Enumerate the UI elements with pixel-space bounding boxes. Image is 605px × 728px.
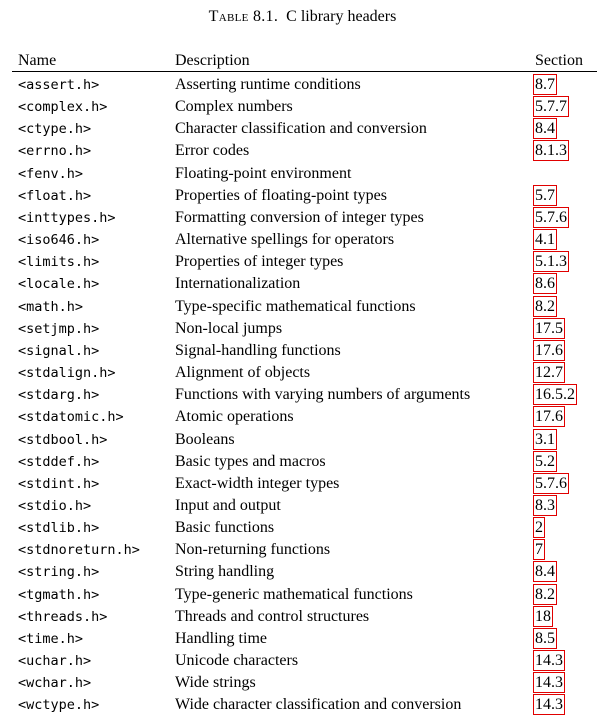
header-file-name: <iso646.h> (18, 232, 100, 249)
header-file-description: Non-returning functions (175, 541, 331, 559)
section-link[interactable]: 17.6 (535, 341, 563, 359)
header-file-name: <signal.h> (18, 342, 100, 359)
header-file-name: <limits.h> (18, 254, 100, 271)
section-link[interactable]: 14.3 (535, 696, 563, 714)
header-rule (12, 71, 597, 72)
table-row (12, 694, 597, 716)
header-file-description: Signal-handling functions (175, 341, 341, 359)
header-description: Description (175, 52, 250, 69)
header-file-name: <setjmp.h> (18, 320, 100, 337)
header-file-name: <stdlib.h> (18, 520, 100, 537)
header-file-name: <stdint.h> (18, 475, 100, 492)
section-link[interactable]: 8.7 (535, 76, 555, 93)
header-file-name: <threads.h> (18, 608, 108, 625)
table-body (12, 74, 597, 717)
header-file-name: <errno.h> (18, 143, 92, 160)
section-link[interactable]: 8.1.3 (535, 142, 567, 160)
section-link[interactable]: 5.7.7 (535, 98, 567, 116)
header-file-description: Error codes (175, 142, 250, 160)
section-link[interactable]: 8.4 (535, 120, 555, 138)
table-row (12, 451, 597, 473)
table-row (12, 74, 597, 96)
section-link[interactable]: 16.5.2 (535, 386, 575, 404)
section-link[interactable]: 7 (535, 541, 543, 559)
section-link[interactable]: 8.4 (535, 563, 555, 581)
table-row (12, 118, 597, 140)
table-row (12, 273, 597, 295)
header-file-name: <stdatomic.h> (18, 409, 124, 426)
section-link[interactable]: 5.7.6 (535, 208, 567, 226)
table-caption-title: C library headers (286, 8, 397, 25)
table-row (12, 251, 597, 273)
header-file-description: Properties of integer types (175, 253, 344, 271)
header-file-name: <fenv.h> (18, 165, 84, 182)
header-file-name: <ctype.h> (18, 121, 92, 138)
header-file-name: <math.h> (18, 298, 84, 315)
header-file-description: Formatting conversion of integer types (175, 208, 424, 226)
header-file-description: Type-generic mathematical functions (175, 585, 413, 603)
header-file-name: <uchar.h> (18, 653, 92, 670)
table-row (12, 207, 597, 229)
section-link[interactable]: 8.2 (535, 297, 555, 315)
header-file-name: <wctype.h> (18, 697, 100, 714)
header-file-name: <inttypes.h> (18, 209, 116, 226)
table-row (12, 229, 597, 251)
header-file-description: Internationalization (175, 275, 301, 293)
table-row (12, 650, 597, 672)
table-row (12, 140, 597, 162)
header-file-name: <time.h> (18, 630, 84, 647)
table-row (12, 628, 597, 650)
header-file-name: <stdbool.h> (18, 431, 108, 448)
section-link[interactable]: 8.6 (535, 275, 555, 293)
table-row (12, 384, 597, 406)
table-row (12, 185, 597, 207)
header-file-description: Wide character classification and conversion (175, 696, 462, 714)
header-file-description: Atomic operations (175, 408, 294, 426)
section-link[interactable]: 5.2 (535, 452, 555, 470)
header-file-name: <complex.h> (18, 99, 108, 116)
header-file-description: Input and output (175, 496, 281, 514)
section-link[interactable]: 17.5 (535, 319, 563, 337)
table-row (12, 672, 597, 694)
section-link[interactable]: 5.7.6 (535, 474, 567, 492)
table-row (12, 406, 597, 428)
section-link[interactable]: 18 (535, 607, 551, 625)
header-file-name: <float.h> (18, 187, 92, 204)
table-row (12, 606, 597, 628)
header-file-name: <stddef.h> (18, 453, 100, 470)
header-file-description: Basic functions (175, 519, 275, 537)
header-file-description: Character classification and conversion (175, 120, 427, 138)
headers-table (12, 50, 597, 714)
header-section: Section (535, 52, 583, 69)
header-file-description: Alignment of objects (175, 364, 311, 382)
header-file-description: Booleans (175, 430, 235, 448)
header-file-description: Non-local jumps (175, 319, 283, 337)
table-row (12, 473, 597, 495)
section-link[interactable]: 3.1 (535, 430, 555, 448)
header-file-name: <assert.h> (18, 77, 100, 93)
header-file-description: Handling time (175, 629, 267, 647)
table-row (12, 96, 597, 118)
header-file-name: <tgmath.h> (18, 586, 100, 603)
header-name: Name (18, 52, 57, 69)
table-row (12, 296, 597, 318)
header-file-description: Threads and control structures (175, 607, 370, 625)
section-link[interactable]: 14.3 (535, 652, 563, 670)
header-file-description: Alternative spellings for operators (175, 231, 395, 249)
header-file-description: Floating-point environment (175, 164, 352, 182)
header-file-description: Properties of floating-point types (175, 186, 387, 204)
section-link[interactable]: 5.7 (535, 186, 555, 204)
section-link[interactable]: 5.1.3 (535, 253, 567, 271)
table-header-row (12, 50, 597, 72)
table-row (12, 561, 597, 583)
header-file-name: <wchar.h> (18, 675, 92, 692)
header-file-description: Functions with varying numbers of arguments (175, 386, 471, 404)
section-link[interactable]: 14.3 (535, 674, 563, 692)
table-row (12, 495, 597, 517)
section-link[interactable]: 8.2 (535, 585, 555, 603)
section-link[interactable]: 2 (535, 519, 543, 537)
header-file-description: Wide strings (175, 674, 256, 692)
table-row (12, 429, 597, 451)
table-caption (0, 7, 605, 27)
header-file-description: Unicode characters (175, 652, 299, 670)
header-file-description: Type-specific mathematical functions (175, 297, 416, 315)
table-caption-label: Table 8.1. (208, 8, 279, 25)
table-row (12, 340, 597, 362)
table-row (12, 539, 597, 561)
table-row (12, 584, 597, 606)
section-link[interactable]: 8.3 (535, 496, 555, 514)
header-file-name: <string.h> (18, 564, 100, 581)
header-file-description: String handling (175, 563, 275, 581)
header-file-name: <stdio.h> (18, 497, 92, 514)
section-link[interactable]: 17.6 (535, 408, 563, 426)
header-file-name: <locale.h> (18, 276, 100, 293)
header-file-description: Exact-width integer types (175, 474, 340, 492)
header-file-name: <stdalign.h> (18, 365, 116, 382)
header-file-name: <stdarg.h> (18, 387, 100, 404)
table-row (12, 362, 597, 384)
table-row (12, 163, 597, 185)
section-link[interactable]: 8.5 (535, 629, 555, 647)
header-file-name: <stdnoreturn.h> (18, 542, 140, 559)
section-link[interactable]: 4.1 (535, 231, 555, 249)
header-file-description: Asserting runtime conditions (175, 76, 361, 93)
header-file-description: Complex numbers (175, 98, 293, 116)
table-row (12, 517, 597, 539)
section-link[interactable]: 12.7 (535, 364, 563, 382)
table-row (12, 318, 597, 340)
header-file-description: Basic types and macros (175, 452, 326, 470)
